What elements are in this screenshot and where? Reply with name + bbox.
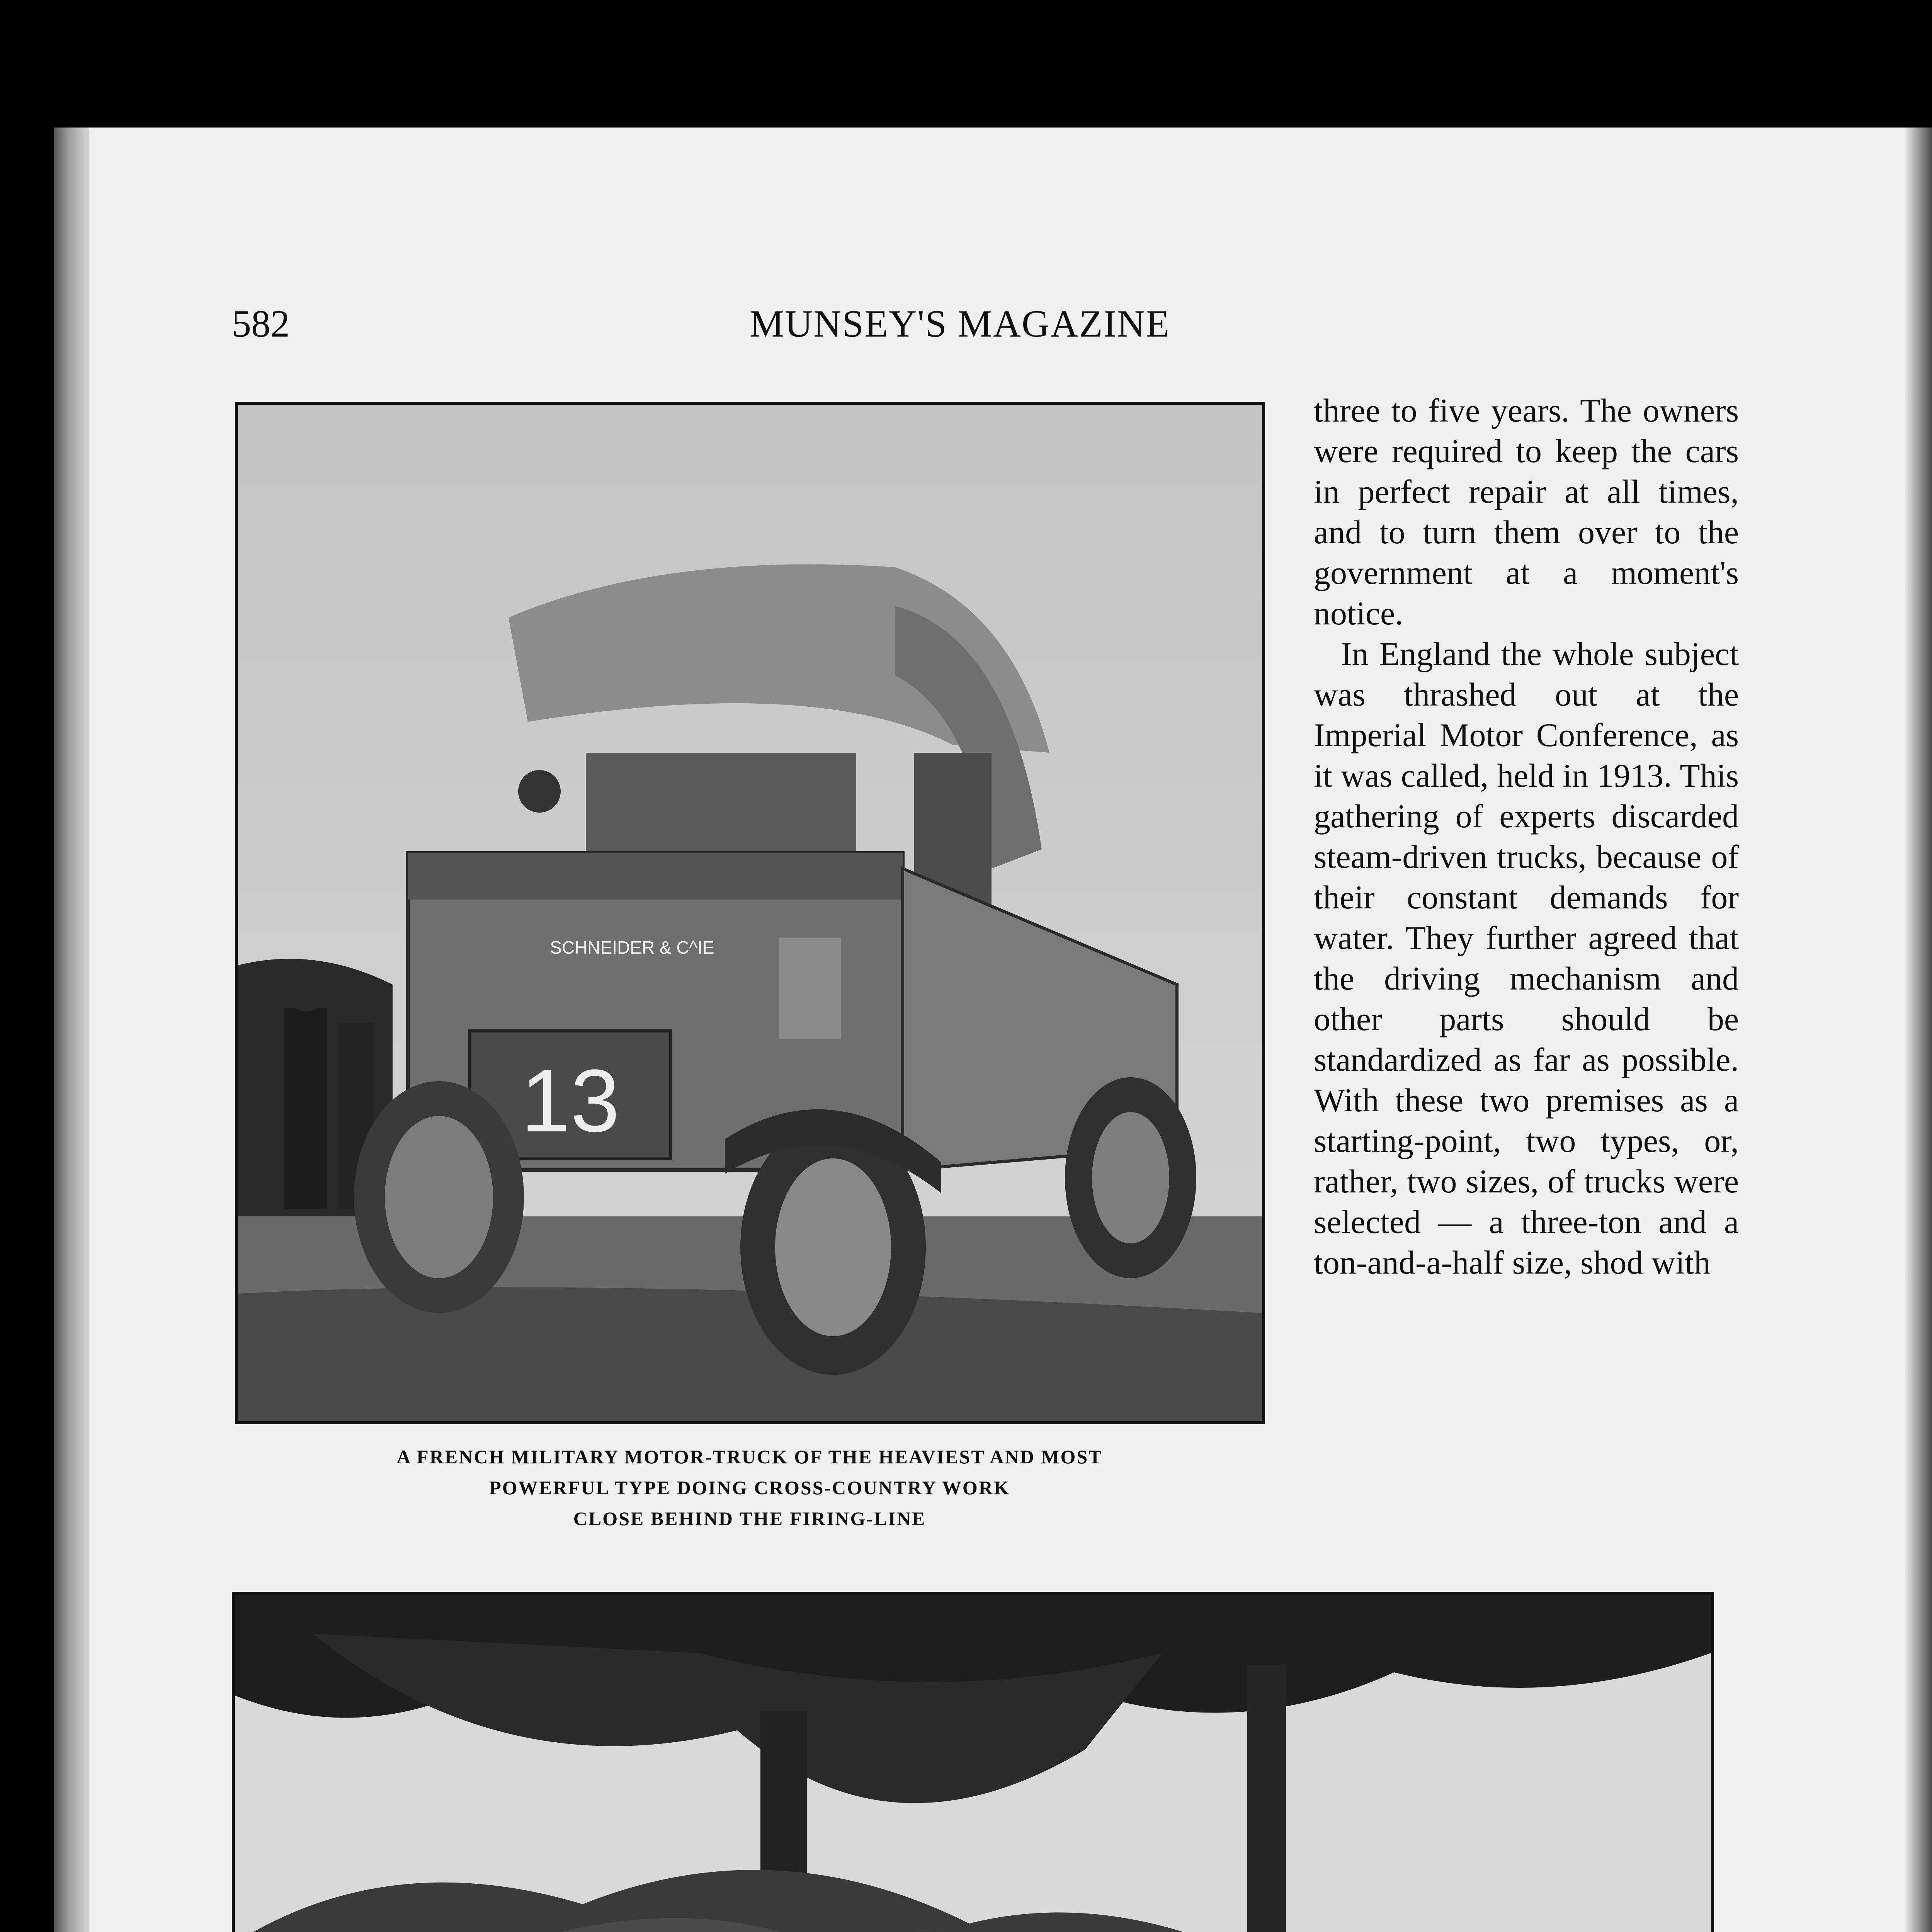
scout-car-photo bbox=[232, 1592, 1714, 1932]
truck-photo bbox=[235, 402, 1265, 1424]
page-number: 582 bbox=[232, 302, 290, 345]
truck-photo-caption bbox=[240, 1441, 1260, 1534]
truck-illustration bbox=[238, 405, 1262, 1421]
page-header bbox=[232, 301, 1758, 359]
truck-number-plate: 13 bbox=[521, 1051, 620, 1150]
paragraph: three to five years. The owners were required to keep the cars in perfect repair at all times, and to turn them over to the government at a moment's notice. bbox=[1314, 392, 1739, 632]
caption-line: A FRENCH MILITARY MOTOR-TRUCK OF THE HEAVIEST AND MOST bbox=[396, 1446, 1103, 1468]
caption-line: CLOSE BEHIND THE FIRING-LINE bbox=[573, 1508, 926, 1529]
running-head: MUNSEY'S MAGAZINE bbox=[750, 302, 1170, 345]
article-body-text bbox=[1314, 390, 1739, 1283]
binding-gutter bbox=[1905, 128, 1932, 1932]
caption-line: POWERFUL TYPE DOING CROSS-COUNTRY WORK bbox=[489, 1477, 1010, 1498]
truck-maker-label: SCHNEIDER & C^IE bbox=[550, 937, 714, 957]
scout-car-illustration bbox=[235, 1595, 1711, 1932]
paragraph: In England the whole subject was thrashed out at the Imperial Motor Conference, as it was called, held in 1913. This gathering of experts discarded steam-driven trucks, because of their constant demands for water. They further agreed that the driving mechanism and other parts should be standardized as far as possible. With these two premises as a starting-point, two types, or, rather, two sizes, of trucks were selected — a three-ton and a ton-and-a-half size, shod with bbox=[1314, 635, 1739, 1281]
page-edge-shadow bbox=[54, 128, 89, 1932]
